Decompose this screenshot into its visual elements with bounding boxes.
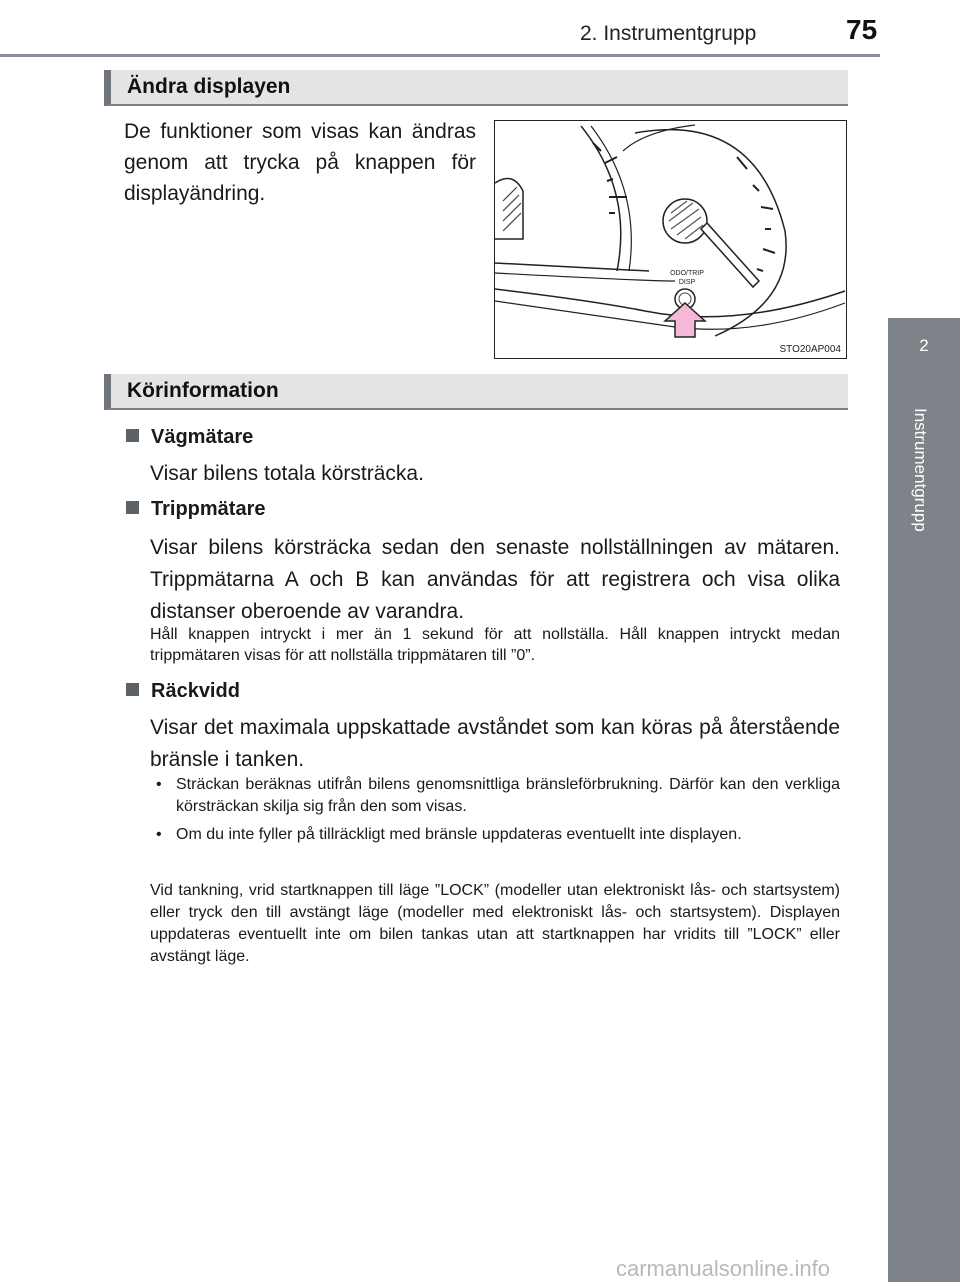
watermark: carmanualsonline.info	[616, 1256, 831, 1281]
arrow-up-icon	[665, 303, 705, 337]
section-header-change-display	[104, 70, 848, 106]
square-bullet-icon	[126, 429, 139, 442]
trip-meter-note: Håll knappen intryckt i mer än 1 sekund för att nollställa. Håll knappen intryckt medan trippmätaren visas för att nollställa trippmätaren till ”0”.	[150, 626, 840, 664]
refueling-note: Vid tankning, vrid startknappen till läge ”LOCK” (modeller utan elektroniskt lås- och startsystem) eller tryck den till avstängt läge (modeller med elektroniskt lås- och startsystem). Displayen uppdateras eventuellt inte om bilen tankas utan att startknappen har vridits till ”LOCK” eller avstängt läge.	[150, 882, 840, 965]
square-bullet-icon	[126, 501, 139, 514]
side-tab-label: Instrumentgrupp	[911, 408, 930, 532]
odometer-description: Visar bilens totala körsträcka.	[150, 462, 424, 485]
item-heading-range: Räckvidd	[126, 680, 240, 703]
chapter-title: 2. Instrumentgrupp	[580, 22, 757, 45]
instrument-cluster-illustration	[494, 120, 847, 359]
item-heading-trip-meter: Trippmätare	[126, 498, 265, 521]
cluster-drawing	[495, 121, 846, 358]
button-label-odo-trip: ODO/TRIP	[670, 270, 704, 277]
section-header-driving-information	[104, 374, 848, 410]
button-label-disp: DISP	[678, 279, 696, 286]
section-title: Ändra displayen	[127, 75, 291, 98]
side-tab-number: 2	[919, 336, 929, 355]
range-bullet-2: • Om du inte fyller på tillräckligt med bränsle uppdateras eventuellt inte displayen.	[156, 824, 840, 846]
page-number: 75	[846, 14, 878, 45]
section-title: Körinformation	[127, 379, 279, 402]
figure-code: STO20AP004	[779, 344, 841, 355]
square-bullet-icon	[126, 683, 139, 696]
range-description: Visar det maximala uppskattade avståndet som kan köras på återstående bränsle i tanken.	[150, 716, 840, 771]
trip-meter-description: Visar bilens körsträcka sedan den senaste nollställningen av mätaren. Trippmätarna A och B kan användas för att registrera och visa olika distanser oberoende av varandra.	[150, 536, 840, 623]
item-heading-odometer: Vägmätare	[126, 426, 253, 449]
bullet-dot-icon: •	[156, 776, 162, 793]
intro-paragraph: De funktioner som visas kan ändras genom att trycka på knappen för displayändring.	[124, 120, 476, 205]
header-divider	[0, 54, 880, 57]
bullet-dot-icon: •	[156, 826, 162, 843]
range-bullet-1: • Sträckan beräknas utifrån bilens genomsnittliga bränsleförbrukning. Därför kan den verkliga körsträckan skilja sig från den som visas.	[156, 776, 840, 815]
